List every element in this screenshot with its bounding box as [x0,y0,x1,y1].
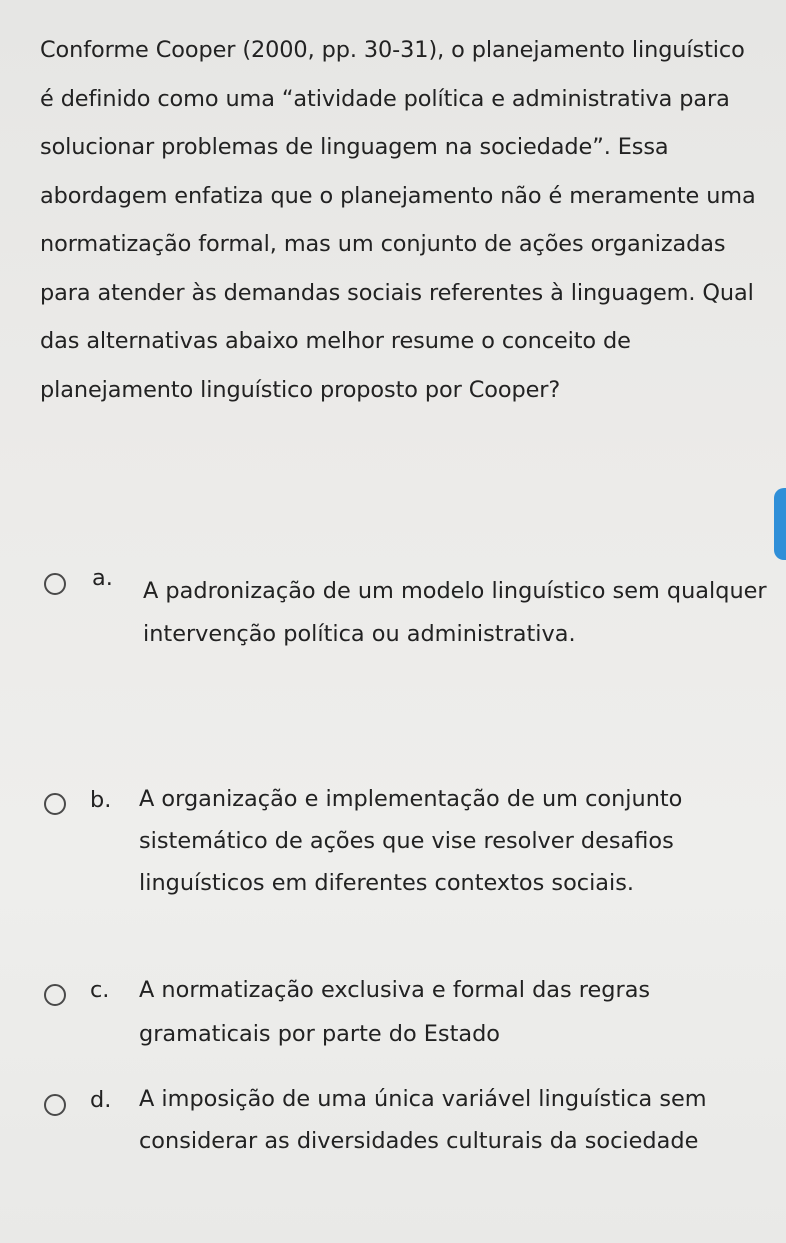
scrollbar-handle[interactable] [774,488,786,560]
question-text: Conforme Cooper (2000, pp. 30-31), o planejamento linguístico é definido como uma “atividade política e administrativa para solucionar problemas de linguagem na sociedade”. Essa abordagem enfatiza que o planejamento não é meramente uma normatização formal, mas um conjunto de ações organizadas para atender às demandas sociais referentes à linguagem. Qual das alternativas abaixo melhor resume o conceito de planejamento linguístico proposto por Cooper? [40,37,756,403]
option-letter-a: a. [92,565,113,591]
option-text-a[interactable]: A padronização de um modelo linguístico sem qualquer intervenção política ou administrativa. [143,578,767,647]
radio-button-a[interactable] [44,573,66,595]
option-text-c[interactable]: A normatização exclusiva e formal das regras gramaticais por parte do Estado [139,977,651,1047]
option-letter-d: d. [90,1087,112,1113]
radio-button-c[interactable] [44,984,66,1006]
option-letter-c: c. [90,977,110,1003]
option-text-b[interactable]: A organização e implementação de um conjunto sistemático de ações que vise resolver desafios linguísticos em diferentes contextos sociais. [139,786,683,896]
option-text-d[interactable]: A imposição de uma única variável linguística sem considerar as diversidades culturais da sociedade [139,1086,707,1154]
radio-button-d[interactable] [44,1094,66,1116]
option-letter-b: b. [90,787,112,813]
radio-button-b[interactable] [44,793,66,815]
